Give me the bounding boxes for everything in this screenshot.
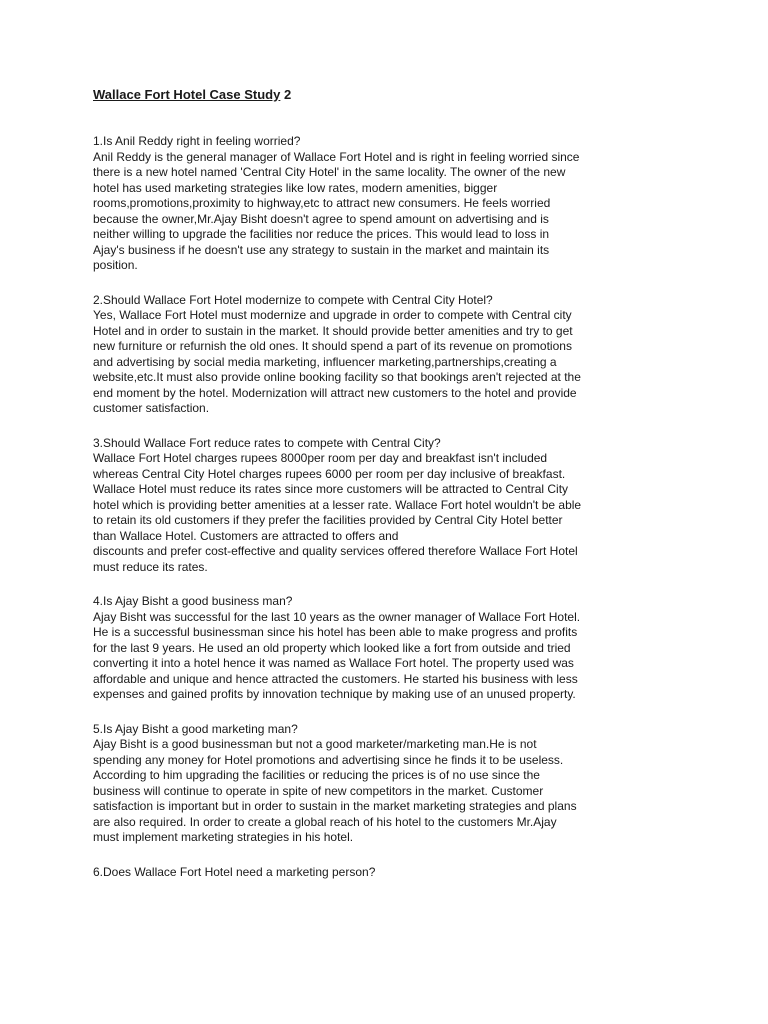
answer-5-line: spending any money for Hotel promotions and advertising since he finds it to be useless.	[93, 752, 564, 767]
answer-1-line: Ajay's business if he doesn't use any strategy to sustain in the market and maintain its	[93, 242, 550, 257]
answer-5-line: are also required. In order to create a global reach of his hotel to the customers Mr.Ajay	[93, 814, 557, 829]
answer-2-line: Yes, Wallace Fort Hotel must modernize and upgrade in order to compete with Central city	[93, 308, 572, 322]
answer-1-line: hotel has used marketing strategies like low rates, modern amenities, bigger	[93, 180, 498, 195]
answer-3-line: whereas Central City Hotel charges rupees 6000 per room per day inclusive of breakfast.	[93, 466, 566, 481]
question-6: 6.Does Wallace Fort Hotel need a marketing person?	[93, 864, 376, 879]
answer-4-line: expenses and gained profits by innovation technique by making use of an unused property.	[93, 687, 576, 701]
document-title	[93, 86, 678, 104]
section-4	[93, 594, 678, 703]
answer-1-line: Anil Reddy is the general manager of Wallace Fort Hotel and is right in feeling worried since	[93, 149, 580, 164]
answer-4-line: converting it into a hotel hence it was named as Wallace Fort hotel. The property used was	[93, 656, 574, 670]
document-page	[93, 86, 678, 880]
answer-4-line: Ajay Bisht was successful for the last 10 years as the owner manager of Wallace Fort Hotel.	[93, 609, 581, 624]
answer-5-line: must implement marketing strategies in his hotel.	[93, 830, 354, 844]
answer-2-line: customer satisfaction.	[93, 401, 210, 415]
answer-2-line: new furniture or refurnish the old ones. It should spend a part of its revenue on promotions	[93, 339, 572, 353]
answer-3-line: Wallace Fort Hotel charges rupees 8000per room per day and breakfast isn't included	[93, 451, 548, 465]
section-5	[93, 722, 678, 846]
section-1	[93, 134, 678, 274]
question-1: 1.Is Anil Reddy right in feeling worried?	[93, 134, 301, 148]
question-3: 3.Should Wallace Fort reduce rates to compete with Central City?	[93, 435, 441, 450]
answer-3-line: discounts and prefer cost-effective and quality services offered therefore Wallace Fort Hotel	[93, 544, 578, 558]
answer-3-line: to retain its old customers if they prefer the facilities provided by Central City Hotel better	[93, 513, 563, 527]
answer-5-line: Ajay Bisht is a good businessman but not a good marketer/marketing man.He is not	[93, 737, 537, 751]
answer-1-line: there is a new hotel named 'Central City Hotel' in the same locality. The owner of the new	[93, 165, 566, 179]
answer-5-line: business will continue to operate in spite of new competitors in the market. Customer	[93, 783, 544, 798]
answer-1-line: neither willing to upgrade the facilities nor reduce the prices. This would lead to loss in	[93, 227, 550, 241]
section-3	[93, 436, 678, 576]
answer-3-line: hotel which is providing better amenities at a lesser rate. Wallace Fort hotel wouldn't be able	[93, 497, 582, 512]
answer-3-line: must reduce its rates.	[93, 559, 208, 574]
document-title-number: 2	[280, 87, 292, 102]
answer-4-line: for the last 9 years. He used an old property which looked like a fort from outside and tried	[93, 640, 571, 655]
answer-2-line: Hotel and in order to sustain in the market. It should provide better amenities and try to get	[93, 323, 573, 338]
answer-2-line: end moment by the hotel. Modernization will attract new customers to the hotel and provide	[93, 385, 577, 400]
answer-4-line: affordable and unique and hence attracted the customers. He started his business with less	[93, 671, 578, 686]
question-2: 2.Should Wallace Fort Hotel modernize to compete with Central City Hotel?	[93, 292, 493, 307]
answer-4-line: He is a successful businessman since his hotel has been able to make progress and profits	[93, 625, 578, 639]
answer-5-line: According to him upgrading the facilities or reducing the prices is of no use since the	[93, 768, 540, 782]
document-title-main: Wallace Fort Hotel Case Study	[93, 87, 281, 102]
question-4: 4.Is Ajay Bisht a good business man?	[93, 594, 293, 608]
answer-1-line: position.	[93, 258, 138, 272]
answer-3-line: Wallace Hotel must reduce its rates since more customers will be attracted to Central City	[93, 482, 569, 496]
answer-1-line: because the owner,Mr.Ajay Bisht doesn't agree to spend amount on advertising and is	[93, 211, 549, 226]
answer-5-line: satisfaction is important but in order to sustain in the market marketing strategies and plans	[93, 799, 577, 813]
answer-3-line: than Wallace Hotel. Customers are attracted to offers and	[93, 528, 399, 543]
answer-1-line: rooms,promotions,proximity to highway,etc to attract new consumers. He feels worried	[93, 196, 551, 210]
answer-2-line: and advertising by social media marketing, influencer marketing,partnerships,creating a	[93, 354, 557, 369]
answer-2-line: website,etc.It must also provide online booking facility so that bookings aren't rejected at the	[93, 370, 581, 384]
section-6	[93, 865, 678, 881]
section-2	[93, 293, 678, 417]
question-5: 5.Is Ajay Bisht a good marketing man?	[93, 721, 298, 736]
